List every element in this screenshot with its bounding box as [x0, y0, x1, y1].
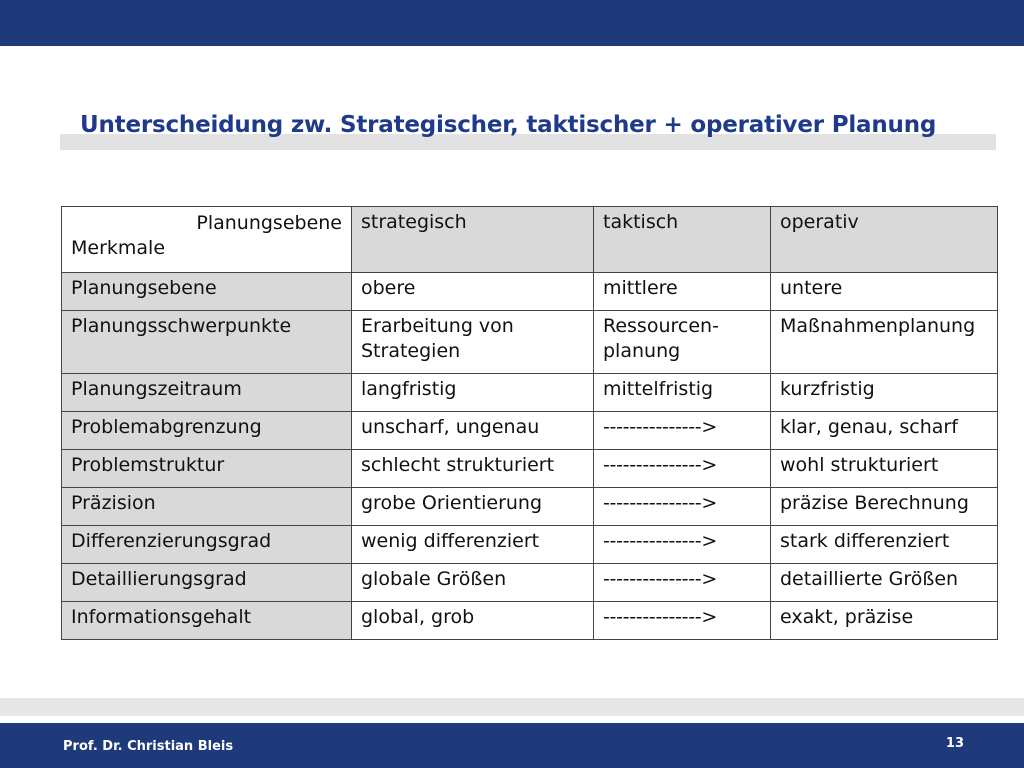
- table-row: [62, 412, 998, 450]
- footer-light-band: [0, 698, 1024, 716]
- cell-operativ: wohl strukturiert: [771, 450, 998, 488]
- footer-author: Prof. Dr. Christian Bleis: [63, 739, 234, 754]
- cell-strategisch: Erarbeitung von Strategien: [352, 311, 594, 374]
- cell-strategisch: unscharf, ungenau: [352, 412, 594, 450]
- cell-operativ: präzise Berechnung: [771, 488, 998, 526]
- cell-strategisch: globale Größen: [352, 564, 594, 602]
- column-header-taktisch: taktisch: [594, 207, 771, 273]
- cell-strategisch: global, grob: [352, 602, 594, 640]
- arrow-cell: --------------->: [594, 526, 771, 564]
- cell-operativ: detaillierte Größen: [771, 564, 998, 602]
- column-header-strategisch: strategisch: [352, 207, 594, 273]
- cell-strategisch: langfristig: [352, 374, 594, 412]
- cell-taktisch: mittlere: [594, 273, 771, 311]
- table-row: [62, 526, 998, 564]
- table-corner-cell: [62, 207, 352, 273]
- column-header-operativ: operativ: [771, 207, 998, 273]
- table-row: [62, 488, 998, 526]
- row-label: Informationsgehalt: [62, 602, 352, 640]
- corner-label-planungsebene: Planungsebene: [196, 212, 342, 234]
- page-number: 13: [945, 736, 964, 751]
- cell-strategisch: obere: [352, 273, 594, 311]
- slide-title: Unterscheidung zw. Strategischer, taktischer + operativer Planung: [80, 112, 937, 138]
- arrow-cell: --------------->: [594, 488, 771, 526]
- cell-operativ: kurzfristig: [771, 374, 998, 412]
- row-label: Differenzierungsgrad: [62, 526, 352, 564]
- cell-strategisch: wenig differenziert: [352, 526, 594, 564]
- row-label: Planungsebene: [62, 273, 352, 311]
- row-label: Planungszeitraum: [62, 374, 352, 412]
- cell-operativ: untere: [771, 273, 998, 311]
- row-label: Problemstruktur: [62, 450, 352, 488]
- table-row: [62, 374, 998, 412]
- table-row: [62, 564, 998, 602]
- row-label: Detaillierungsgrad: [62, 564, 352, 602]
- row-label: Präzision: [62, 488, 352, 526]
- table-header-row: [62, 207, 998, 273]
- table-row: [62, 273, 998, 311]
- cell-operativ: exakt, präzise: [771, 602, 998, 640]
- arrow-cell: --------------->: [594, 564, 771, 602]
- table-row: [62, 450, 998, 488]
- cell-taktisch: Ressourcen-planung: [594, 311, 771, 374]
- row-label: Problemabgrenzung: [62, 412, 352, 450]
- row-label: Planungsschwerpunkte: [62, 311, 352, 374]
- corner-label-merkmale: Merkmale: [71, 237, 166, 259]
- table-row: [62, 311, 998, 374]
- top-banner: [0, 0, 1024, 46]
- table-row: [62, 602, 998, 640]
- arrow-cell: --------------->: [594, 602, 771, 640]
- arrow-cell: --------------->: [594, 450, 771, 488]
- cell-taktisch: mittelfristig: [594, 374, 771, 412]
- cell-strategisch: schlecht strukturiert: [352, 450, 594, 488]
- cell-operativ: klar, genau, scharf: [771, 412, 998, 450]
- cell-strategisch: grobe Orientierung: [352, 488, 594, 526]
- planning-comparison-table: [61, 206, 998, 640]
- cell-operativ: stark differenziert: [771, 526, 998, 564]
- cell-operativ: Maßnahmenplanung: [771, 311, 998, 374]
- arrow-cell: --------------->: [594, 412, 771, 450]
